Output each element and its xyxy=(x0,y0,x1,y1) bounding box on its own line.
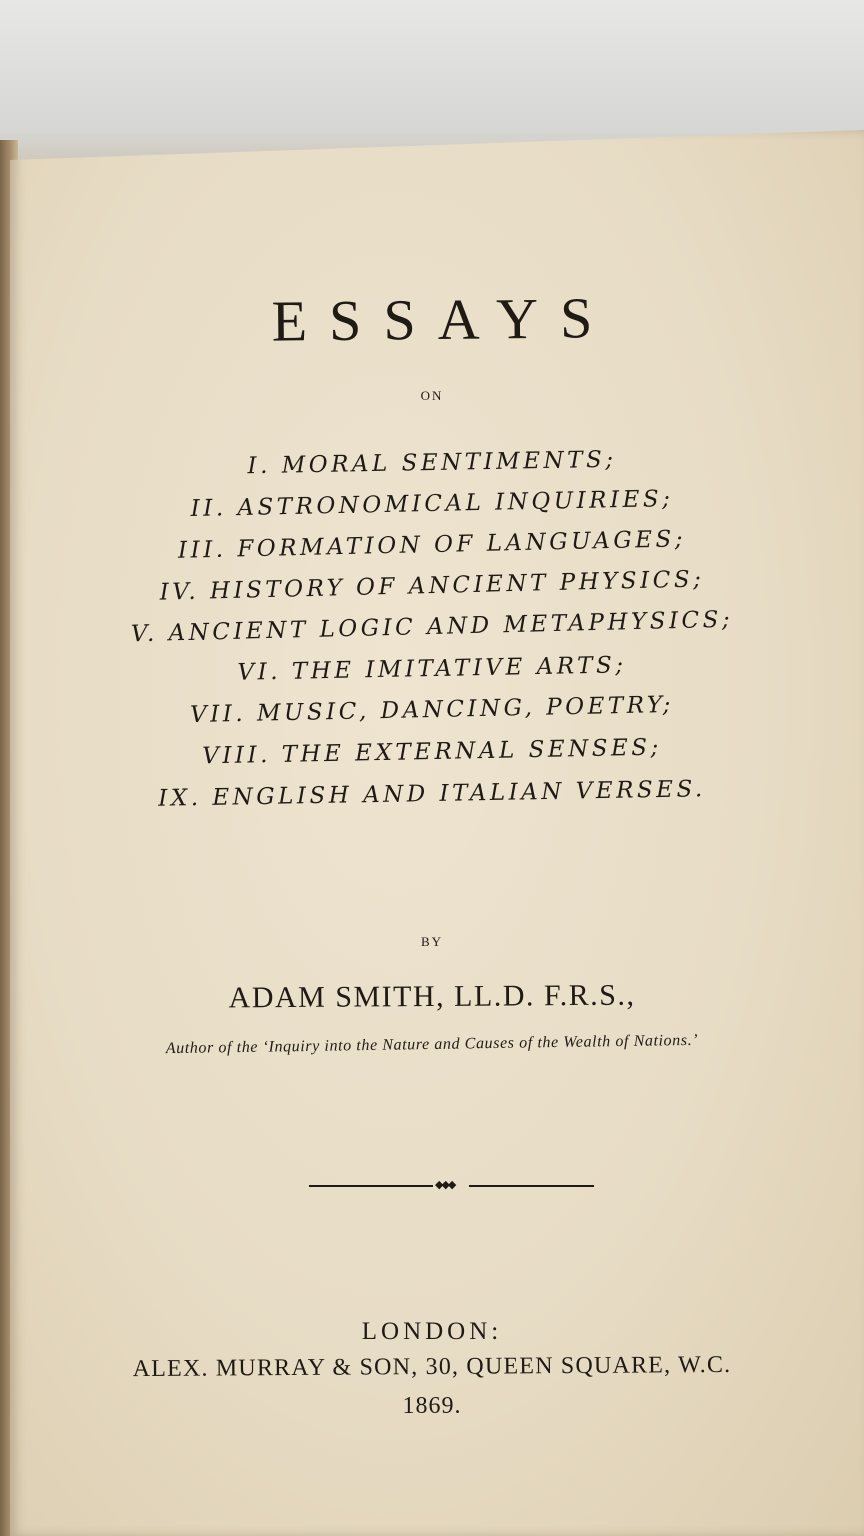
essay-item-4: IV. HISTORY OF ANCIENT PHYSICS; xyxy=(159,566,705,606)
essay-item-9: IX. ENGLISH AND ITALIAN VERSES. xyxy=(158,776,706,812)
ornament-diamonds: ◆◆◆ xyxy=(435,1178,455,1191)
essay-item-7: VII. MUSIC, DANCING, POETRY; xyxy=(189,691,675,729)
essay-item-6: VI. THE IMITATIVE ARTS; xyxy=(237,652,627,686)
essay-item-5: V. ANCIENT LOGIC AND METAPHYSICS; xyxy=(130,606,734,648)
essay-item-8: VIII. THE EXTERNAL SENSES; xyxy=(201,734,663,770)
on-label: ON xyxy=(420,388,444,403)
ornament-rule-left xyxy=(309,1185,433,1187)
author-tagline: Author of the ‘Inquiry into the Nature and Causes of the Wealth of Nations.’ xyxy=(165,1031,699,1058)
author-name: ADAM SMITH, LL.D. F.R.S., xyxy=(228,978,636,1015)
essay-item-2: II. ASTRONOMICAL INQUIRIES; xyxy=(190,485,674,523)
essay-item-3: III. FORMATION OF LANGUAGES; xyxy=(177,526,687,564)
imprint-publisher: ALEX. MURRAY & SON, 30, QUEEN SQUARE, W.C. xyxy=(132,1351,732,1383)
imprint-city: LONDON: xyxy=(361,1318,503,1345)
ornamental-rule xyxy=(309,1178,594,1191)
ornament-rule-right xyxy=(469,1185,594,1187)
essay-item-1: I. MORAL SENTIMENTS; xyxy=(247,446,617,480)
book-title: ESSAYS xyxy=(271,285,615,354)
imprint-year: 1869. xyxy=(402,1393,462,1419)
by-label: BY xyxy=(420,934,444,949)
